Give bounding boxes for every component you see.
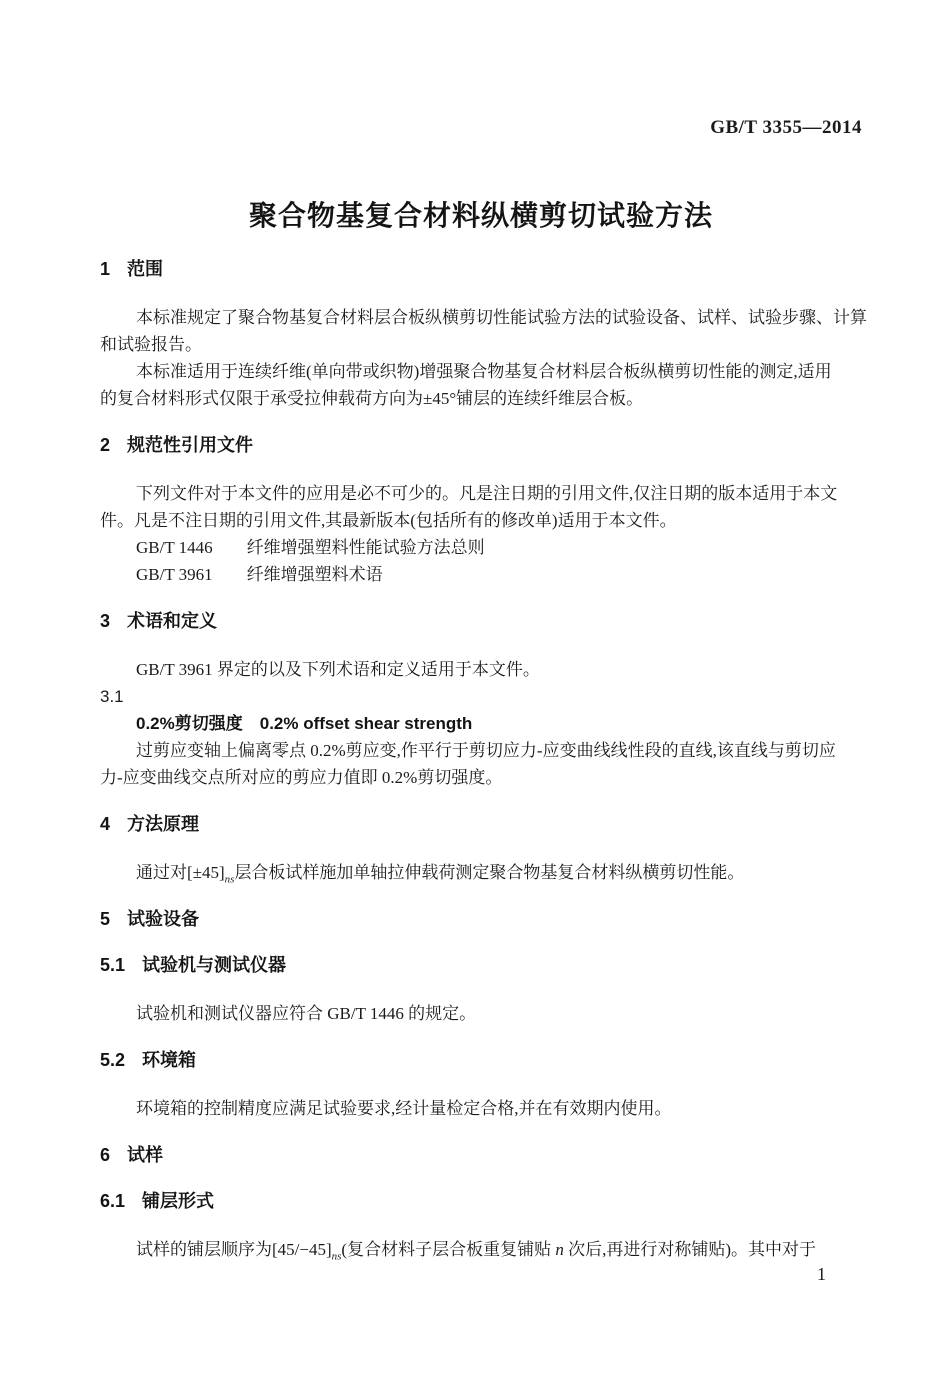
paragraph [100,480,862,534]
section-heading-3 [100,610,862,632]
text-line: 本标准适用于连续纤维(单向带或织物)增强聚合物基复合材料层合板纵横剪切性能的测定,适用 [136,362,832,381]
subsection-heading-5-1 [100,954,862,976]
text-line: 过剪应变轴上偏离零点 0.2%剪应变,作平行于剪切应力-应变曲线线性段的直线,该直线与剪切应 [136,741,836,760]
subsection-number: 6.1 [100,1191,126,1211]
section-title: 试样 [127,1145,164,1165]
section-number: 4 [100,814,111,834]
text-line: 环境箱的控制精度应满足试验要求,经计量检定合格,并在有效期内使用。 [136,1099,672,1118]
text-line: 试样的铺层顺序为$[45/-45]_{ns}$(复合材料子层合板重复铺贴 n 次后,再进行对称铺贴)。其中对于 [136,1240,817,1263]
subsection-heading-5-2 [100,1049,862,1071]
section-number: 6 [100,1145,111,1165]
paragraph [100,859,862,886]
subsection-title: 试验机与测试仪器 [142,955,287,975]
section-heading-5 [100,908,862,930]
reference-list [100,534,862,588]
text-line: 本标准规定了聚合物基复合材料层合板纵横剪切性能试验方法的试验设备、试样、试验步骤、计算 [136,308,867,327]
text-line: 通过对$[\pm 45]_{ns}$层合板试样施加单轴拉伸载荷测定聚合物基复合材料纵横剪切性能。 [136,863,745,886]
text-line: GB/T 3961 界定的以及下列术语和定义适用于本文件。 [136,660,540,679]
document-title: 聚合物基复合材料纵横剪切试验方法 [248,200,713,231]
section-number: 5 [100,909,111,929]
paragraph [100,656,862,683]
section-heading-4 [100,813,862,835]
subsection-heading-6-1 [100,1190,862,1212]
paragraph [100,304,867,358]
section-title: 范围 [127,259,164,279]
text-line: 下列文件对于本文件的应用是必不可少的。凡是注日期的引用文件,仅注日期的版本适用于本文 [136,484,838,503]
reference-item: GB/T 1446 纤维增强塑料性能试验方法总则 [136,538,485,557]
section-heading-6 [100,1144,862,1166]
paragraph [100,1000,862,1027]
page-number: 1 [817,1264,826,1284]
section-heading-1 [100,258,862,280]
text-line: 和试验报告。 [100,335,202,354]
text-line: 件。凡是不注日期的引用文件,其最新版本(包括所有的修改单)适用于本文件。 [100,511,677,530]
section-title: 术语和定义 [127,611,218,631]
section-heading-2 [100,434,862,456]
subsection-number: 5.1 [100,955,126,975]
subsection-number: 5.2 [100,1050,126,1070]
term-number: 3.1 [100,687,124,706]
subsection-title: 环境箱 [142,1050,197,1070]
section-number: 1 [100,259,111,279]
section-title: 规范性引用文件 [127,435,254,455]
text-line: 的复合材料形式仅限于承受拉伸载荷方向为±45°铺层的连续纤维层合板。 [100,389,644,408]
standard-number: GB/T 3355—2014 [710,117,862,138]
paragraph [100,1095,862,1122]
section-title: 试验设备 [127,909,200,929]
section-number: 2 [100,435,111,455]
section-title: 方法原理 [127,814,200,834]
section-number: 3 [100,611,111,631]
paragraph [100,358,862,412]
term-entry: 0.2%剪切强度 0.2% offset shear strength [136,714,473,733]
reference-item: GB/T 3961 纤维增强塑料术语 [136,565,383,584]
text-line: 试验机和测试仪器应符合 GB/T 1446 的规定。 [136,1004,477,1023]
subsection-title: 铺层形式 [142,1191,215,1211]
text-line: 力-应变曲线交点所对应的剪应力值即 0.2%剪切强度。 [100,768,503,787]
page-content [100,0,867,1263]
paragraph [100,1236,862,1263]
term-definition [100,737,862,791]
